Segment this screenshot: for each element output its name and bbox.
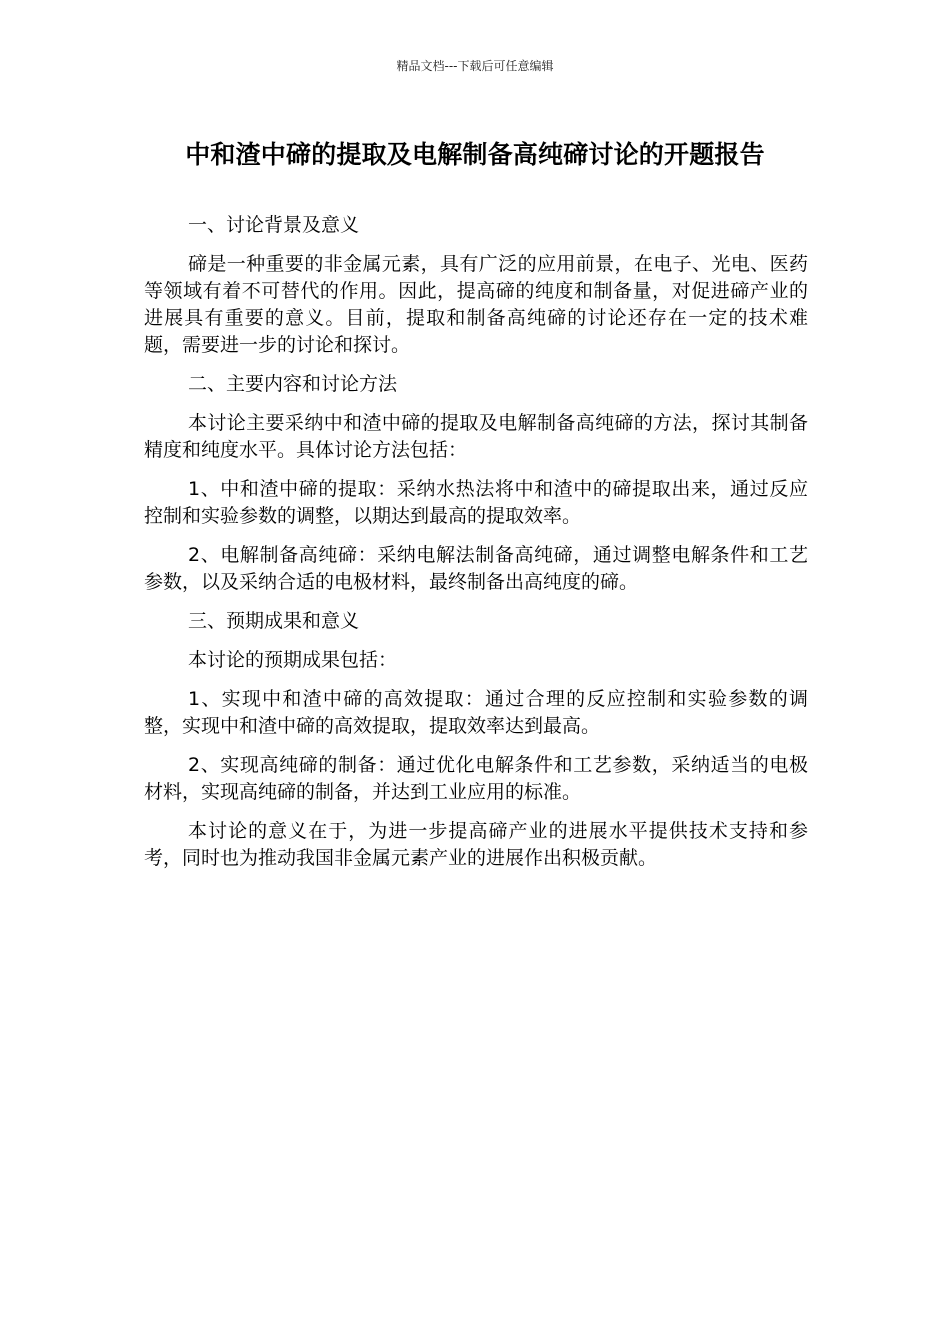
paragraph-outcome-preparation: 2、实现高纯碲的制备：通过优化电解条件和工艺参数，采纳适当的电极材料，实现高纯碲的制备，并达到工业应用的标准。 [144, 754, 808, 803]
paragraph-method-extraction: 1、中和渣中碲的提取：采纳水热法将中和渣中的碲提取出来，通过反应控制和实验参数的调整，以期达到最高的提取效率。 [144, 478, 808, 527]
section-heading-background: 一、讨论背景及意义 [188, 214, 360, 236]
section-heading-outcomes: 三、预期成果和意义 [188, 610, 360, 632]
paragraph-background: 碲是一种重要的非金属元素，具有广泛的应用前景，在电子、光电、医药等领域有着不可替代的作用。因此，提高碲的纯度和制备量，对促进碲产业的进展具有重要的意义。目前，提取和制备高纯碲的讨论还存在一定的技术难题，需要进一步的讨论和探讨。 [144, 253, 808, 356]
section-heading-methods: 二、主要内容和讨论方法 [188, 373, 398, 395]
paragraph-outcome-extraction: 1、实现中和渣中碲的高效提取：通过合理的反应控制和实验参数的调整，实现中和渣中碲的高效提取，提取效率达到最高。 [144, 688, 808, 737]
paragraph-methods-intro: 本讨论主要采纳中和渣中碲的提取及电解制备高纯碲的方法，探讨其制备精度和纯度水平。具体讨论方法包括： [144, 412, 808, 461]
paragraph-method-electrolysis: 2、电解制备高纯碲：采纳电解法制备高纯碲，通过调整电解条件和工艺参数，以及采纳合适的电极材料，最终制备出高纯度的碲。 [144, 544, 808, 593]
document-body [144, 212, 808, 884]
document-title: 中和渣中碲的提取及电解制备高纯碲讨论的开题报告 [185, 140, 765, 169]
paragraph-outcomes-intro: 本讨论的预期成果包括： [188, 649, 398, 671]
paragraph-significance: 本讨论的意义在于，为进一步提高碲产业的进展水平提供技术支持和参考，同时也为推动我国非金属元素产业的进展作出积极贡献。 [144, 820, 808, 869]
header-note: 精品文档---下载后可任意编辑 [396, 59, 554, 73]
